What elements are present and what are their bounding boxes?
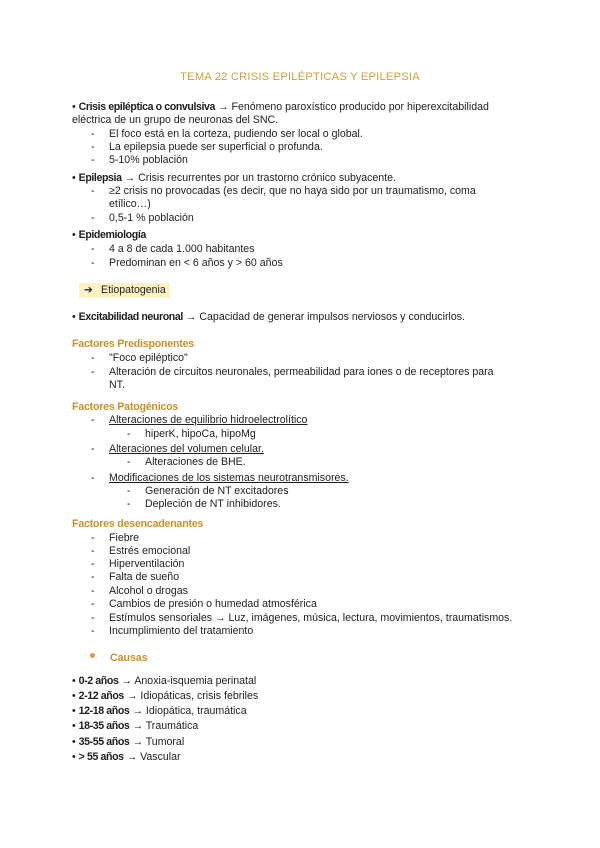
list-item: 5-10% población	[109, 154, 188, 166]
dash: -	[127, 456, 131, 468]
list-item: Estímulos sensoriales → Luz, imágenes, música, lectura, movimientos, traumatismos.	[109, 612, 513, 624]
causa-age: 12-18 años	[78, 705, 130, 717]
dash: -	[91, 243, 95, 255]
list-item: 4 a 8 de cada 1.000 habitantes	[109, 243, 255, 255]
list-item: Fiebre	[109, 532, 140, 544]
excitabilidad-def: → Capacidad de generar impulsos nerviosos y conducirlos.	[185, 311, 465, 323]
dash: -	[127, 428, 131, 440]
list-item: Alteraciones de equilibrio hidroelectrolítico	[109, 414, 308, 426]
dash: -	[91, 443, 95, 455]
list-item: Hiperventilación	[109, 558, 185, 570]
dash: -	[91, 545, 95, 557]
list-item: Predominan en < 6 años y > 60 años	[109, 257, 283, 269]
crisis-def1: → Fenómeno paroxístico producido por hiperexcitabilidad	[217, 101, 489, 113]
causa-age: > 55 años	[78, 751, 124, 763]
causa-text: → Vascular	[126, 751, 181, 763]
dash: -	[91, 185, 95, 197]
crisis-definition-line2: eléctrica de un grupo de neuronas del SNC.	[72, 114, 279, 126]
dash: -	[91, 154, 95, 166]
causas-heading: Causas	[110, 652, 148, 664]
dash: -	[91, 558, 95, 570]
dash: -	[91, 571, 95, 583]
causa-age: 35-55 años	[78, 736, 130, 748]
list-item: Alcohol o drogas	[109, 585, 188, 597]
dash: -	[91, 257, 95, 269]
causa-row: • 2-12 años → Idiopáticas, crisis febriles	[72, 690, 259, 702]
list-item: Alteraciones del volumen celular.	[109, 443, 264, 455]
bullet-dot-icon	[90, 653, 95, 658]
dash: -	[91, 532, 95, 544]
dash: -	[127, 498, 131, 510]
dash: -	[91, 472, 95, 484]
excitabilidad-term: Excitabilidad neuronal	[78, 311, 183, 323]
dash: -	[91, 366, 95, 378]
causa-age: 0-2 años	[78, 675, 119, 687]
dash: -	[127, 485, 131, 497]
list-item: Cambios de presión o humedad atmosférica	[109, 598, 317, 610]
desencadenantes-heading: Factores desencadenantes	[72, 518, 204, 530]
causa-age: 2-12 años	[78, 690, 124, 702]
causa-age: 18-35 años	[78, 720, 130, 732]
dash: -	[91, 625, 95, 637]
causa-row: • > 55 años → Vascular	[72, 751, 181, 763]
epidemiologia-term: Epidemiología	[78, 229, 146, 241]
crisis-definition-line1: • Crisis epiléptica o convulsiva → Fenómeno paroxístico producido por hiperexcitabilidad	[72, 101, 489, 113]
list-item-continued: NT.	[109, 379, 125, 391]
arrow-right-icon: ➔	[84, 284, 93, 296]
etiopatogenia-label: Etiopatogenia	[101, 284, 166, 296]
causa-row: • 35-55 años → Tumoral	[72, 736, 185, 748]
list-item: ≥2 crisis no provocadas (es decir, que no haya sido por un traumatismo, coma	[109, 185, 476, 197]
causa-row: • 12-18 años → Idiopática, traumática	[72, 705, 247, 717]
dash: -	[91, 128, 95, 140]
epilepsia-term: Epilepsia	[78, 172, 122, 184]
causa-row: • 0-2 años → Anoxia-isquemia perinatal	[72, 675, 257, 687]
epilepsia-def: → Crisis recurrentes por un trastorno crónico subyacente.	[124, 172, 396, 184]
dash: -	[91, 598, 95, 610]
crisis-term: Crisis epiléptica o convulsiva	[78, 101, 216, 113]
list-item: Alteración de circuitos neuronales, permeabilidad para iones o de receptores para	[109, 366, 494, 378]
sub-list-item: hiperK, hipoCa, hipoMg	[145, 428, 256, 440]
dash: -	[91, 414, 95, 426]
dash: -	[91, 212, 95, 224]
list-item: Incumplimiento del tratamiento	[109, 625, 254, 637]
epilepsia-definition: • Epilepsia → Crisis recurrentes por un trastorno crónico subyacente.	[72, 172, 396, 184]
predisponentes-heading: Factores Predisponentes	[72, 338, 194, 350]
causa-text: → Traumática	[132, 720, 199, 732]
sub-list-item: Depleción de NT inhibidores.	[145, 498, 281, 510]
sub-list-item: Generación de NT excitadores	[145, 485, 289, 497]
list-item: El foco está en la corteza, pudiendo ser local o global.	[109, 128, 363, 140]
list-item-continued: etílico…)	[109, 198, 151, 210]
causa-text: → Idiopática, traumática	[132, 705, 247, 717]
excitabilidad-definition: • Excitabilidad neuronal → Capacidad de generar impulsos nerviosos y conducirlos.	[72, 311, 465, 323]
dash: -	[91, 141, 95, 153]
causa-text: → Idiopáticas, crisis febriles	[126, 690, 259, 702]
list-item: Modificaciones de los sistemas neurotransmisores.	[109, 472, 349, 484]
dash: -	[91, 352, 95, 364]
list-item: "Foco epiléptico"	[109, 352, 188, 364]
causa-text: → Tumoral	[132, 736, 185, 748]
causa-row: • 18-35 años → Traumática	[72, 720, 199, 732]
list-item: Estrés emocional	[109, 545, 191, 557]
list-item: Falta de sueño	[109, 571, 180, 583]
dash: -	[91, 612, 95, 624]
page-title: TEMA 22 CRISIS EPILÉPTICAS Y EPILEPSIA	[180, 71, 420, 83]
dash: -	[91, 585, 95, 597]
list-item: 0,5-1 % población	[109, 212, 194, 224]
sub-list-item: Alteraciones de BHE.	[145, 456, 246, 468]
patogenicos-heading: Factores Patogénicos	[72, 401, 179, 413]
epidemiologia-heading: • Epidemiología	[72, 229, 146, 241]
causa-text: → Anoxia-isquemia perinatal	[121, 675, 257, 687]
list-item: La epilepsia puede ser superficial o profunda.	[109, 141, 323, 153]
